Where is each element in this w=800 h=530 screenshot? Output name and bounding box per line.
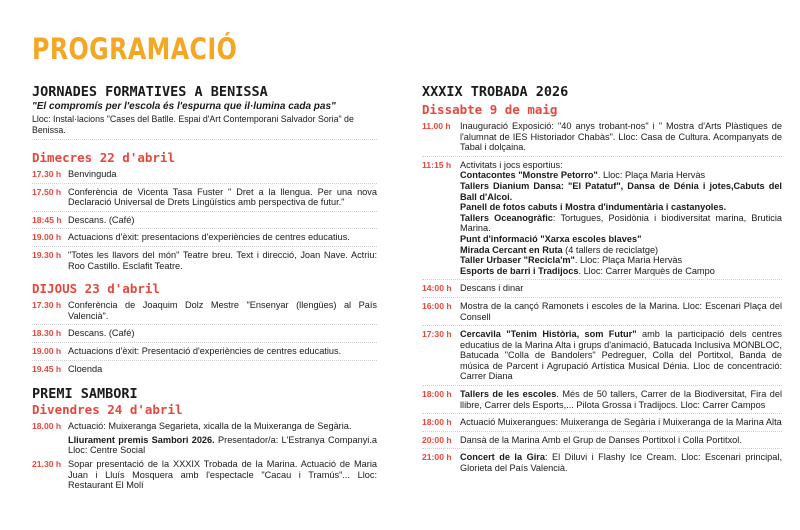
event-row xyxy=(422,301,782,322)
event-row xyxy=(422,121,782,153)
event-time: 18.30 h xyxy=(32,328,62,339)
event-bold: Concert de la Gira xyxy=(460,452,545,463)
day1-events xyxy=(32,169,377,271)
event-desc: . Lloc: Plaça Maria Hervàs xyxy=(574,255,683,266)
event-desc: . Lloc: Carrer Marquès de Campo xyxy=(578,265,715,276)
event-row xyxy=(422,329,782,382)
left-column xyxy=(32,84,377,491)
event-text xyxy=(68,459,377,491)
event-desc: Sopar presentació de la XXXIX Trobada de la Marina. Actuació de Maria Juan i Lluís Mosquera amb l'espectacle "Cacau i Tramús"... Lloc: Restaurant El Molí xyxy=(68,458,377,491)
event-text xyxy=(68,346,377,357)
divider xyxy=(32,183,377,184)
event-time: 18:00 h xyxy=(422,389,452,400)
event-bold: Taller Urbaser "Recicla'm" xyxy=(460,255,575,266)
divider xyxy=(32,324,377,325)
event-desc: Actuació Muixerangues: Muixeranga de Segària i Muixeranga de la Marina Alta xyxy=(460,417,782,428)
event-line xyxy=(460,234,782,245)
divider xyxy=(422,431,782,432)
event-text xyxy=(68,169,377,180)
event-desc: Actuació: Muixeranga Segarieta, xicalla de la Muixeranga de Segària. xyxy=(68,421,352,432)
divider xyxy=(32,360,377,361)
jornades-quote: "El compromís per l'escola és l'espurna que il·lumina cada pas" xyxy=(32,101,336,112)
event-text xyxy=(68,364,377,375)
event-bold: Mirada Cercant en Ruta xyxy=(460,244,563,255)
event-bold: Lliurament premis Sambori 2026. xyxy=(68,434,215,445)
divider xyxy=(32,246,377,247)
event-time: 17.50 h xyxy=(32,186,62,197)
event-bold: Panell de fotos cabuts i Mostra d'indumentària i castanyoles. xyxy=(460,202,727,213)
event-bold: Cercavila "Tenim Història, som Futur" xyxy=(460,329,637,340)
event-text xyxy=(68,187,377,208)
event-row xyxy=(32,346,377,357)
event-row xyxy=(422,417,782,428)
event-desc: : Tortugues, Posidònia i biodiversitat marina, Bruticia Marina. xyxy=(460,212,782,234)
event-text xyxy=(460,452,782,473)
day-heading-dimecres: Dimecres 22 d'abril xyxy=(32,150,175,165)
divider xyxy=(422,325,782,326)
event-text xyxy=(68,435,377,456)
divider xyxy=(422,385,782,386)
event-line xyxy=(460,213,782,234)
event-line xyxy=(460,255,782,266)
event-text xyxy=(460,417,782,428)
day-heading-dijous: DIJOUS 23 d'abril xyxy=(32,281,160,297)
right-column xyxy=(422,84,782,474)
event-row xyxy=(32,169,377,180)
event-time: 19.30 h xyxy=(32,249,62,260)
event-text xyxy=(68,232,377,243)
event-row xyxy=(32,300,377,321)
event-row xyxy=(422,452,782,473)
event-row xyxy=(32,232,377,243)
sambori-title: PREMI SAMBORI xyxy=(32,386,138,403)
event-desc: amb la participació dels centres educatius de la Marina Alta i grups d'animació, Batucada Inclusiva MONBLOC, Batucada "Colla de Bandolers" Pedreguer, Colla del Portitxol, Banda de música de Parcent i Agrupació Artística Musical Dénia. Lloc de concentració: Carrer Diana xyxy=(460,329,782,382)
event-desc: Descans. (Café) xyxy=(68,328,135,339)
event-text xyxy=(460,160,782,277)
event-time: 11:15 h xyxy=(422,159,452,170)
event-row xyxy=(422,283,782,294)
event-text xyxy=(460,435,782,446)
event-desc: . Més de 50 tallers, Carrer de la Biodiversitat, Fira del llibre, Carrer dels Esports,... Pilota Grossa i Tradijocs. Lloc: Carrer Campos xyxy=(460,389,782,410)
event-time xyxy=(32,435,68,456)
trobada-title: XXXIX TROBADA 2026 xyxy=(422,84,569,100)
divider xyxy=(32,228,377,229)
divider xyxy=(32,211,377,212)
event-text xyxy=(68,215,377,226)
day2-events xyxy=(32,300,377,374)
event-desc: Conferència de Vicenta Tasa Fuster " Dret a la llengua. Per una nova Declaració Universal de Drets Lingüístics amb perspectiva de futur." xyxy=(68,186,377,208)
day-heading-dissabte: Dissabte 9 de maig xyxy=(422,102,558,117)
event-time: 20:00 h xyxy=(422,434,452,445)
event-desc: Inauguració Exposició: "40 anys trobant-nos" i " Mostra d'Arts Plàstiques de l'alumnat de IES Historiador Chabàs". Lloc: Casa de Cultura. Acompanyats de Tabal i dolçaina. xyxy=(460,121,782,153)
event-desc: . Lloc: Plaça Maria Hervàs xyxy=(597,170,706,181)
right-events xyxy=(422,121,782,474)
event-time: 11.00 h xyxy=(422,121,451,131)
event-desc: Mostra de la cançó Ramonets i escoles de la Marina. Lloc: Escenari Plaça del Consell xyxy=(460,300,782,322)
event-desc: Activitats i jocs esportius: xyxy=(460,159,563,170)
event-bold: Punt d'informació "Xarxa escoles blaves" xyxy=(460,233,642,244)
divider xyxy=(32,342,377,343)
page-title: PROGRAMACIÓ xyxy=(32,32,238,66)
day3-events xyxy=(32,421,377,491)
event-bold: Tallers Dianium Dansa: "El Patatuf", Dansa de Dénia i jotes,Cabuts del Ball d'Alcoi. xyxy=(460,180,782,202)
event-row xyxy=(32,435,377,456)
jornades-title: JORNADES FORMATIVES A BENISSA xyxy=(32,84,268,100)
day-heading-divendres: Divendres 24 d'abril xyxy=(32,402,183,418)
event-text xyxy=(68,328,377,339)
event-bold: Esports de barri i Tradijocs xyxy=(460,265,579,276)
event-time: 19.00 h xyxy=(32,345,62,356)
event-text xyxy=(68,421,377,432)
event-row xyxy=(32,187,377,208)
divider xyxy=(422,156,782,157)
event-row xyxy=(32,328,377,339)
event-bold: Contacontes "Monstre Petorro" xyxy=(460,170,598,181)
event-time: 14:00 h xyxy=(422,283,452,294)
event-text xyxy=(460,329,782,382)
divider xyxy=(422,279,782,280)
event-text xyxy=(460,121,782,153)
event-desc: Cloenda xyxy=(68,363,103,374)
divider xyxy=(422,297,782,298)
jornades-place: Lloc: Instal·lacions "Cases del Batlle. Espai d'Art Contemporani Salvador Soria" de Benissa. xyxy=(32,114,354,135)
event-row xyxy=(422,389,782,410)
event-text xyxy=(460,283,782,294)
event-line xyxy=(460,170,782,181)
event-line xyxy=(460,160,782,171)
event-row xyxy=(32,421,377,432)
event-time: 21.30 h xyxy=(32,458,62,469)
event-time: 19.45 h xyxy=(32,363,62,374)
event-row xyxy=(422,435,782,446)
event-line xyxy=(460,266,782,277)
event-line xyxy=(460,202,782,213)
event-desc: (4 tallers de reciclatge) xyxy=(562,244,659,255)
event-text xyxy=(68,300,377,321)
event-row xyxy=(32,459,377,491)
event-time: 16:00 h xyxy=(422,300,452,311)
event-time: 17.30 h xyxy=(32,300,62,311)
event-line xyxy=(460,181,782,202)
event-time: 21:00 h xyxy=(422,452,452,463)
event-line xyxy=(460,245,782,256)
event-bold: Tallers Oceanogràfic xyxy=(460,212,553,223)
event-desc: Conferència de Joaquim Dolz Mestre "Ensenyar (llengües) al País Valencià". xyxy=(68,300,377,321)
divider xyxy=(422,448,782,449)
event-desc: : El Diluvi i Flashy Ice Cream. Lloc: Escenari principal, Glorieta del País Valencià. xyxy=(460,452,782,474)
event-time: 18.00 h xyxy=(32,421,62,432)
event-bold: Tallers de les escoles xyxy=(460,389,557,400)
event-text xyxy=(460,301,782,322)
event-row xyxy=(422,160,782,277)
event-row xyxy=(32,250,377,271)
event-desc: Dansà de la Marina Amb el Grup de Danses Portitxol i Colla Portitxol. xyxy=(460,434,742,445)
event-desc: "Totes les llavors del món" Teatre breu. Text i direcció, Joan Nave. Actriu: Roo Castillo. Esclafit Teatre. xyxy=(68,249,377,271)
event-desc: Actuacions d'èxit: Presentació d'experiències de centres educatius. xyxy=(68,345,342,356)
event-row xyxy=(32,215,377,226)
event-time: 17.30 h xyxy=(32,169,62,179)
event-time: 17:30 h xyxy=(422,329,452,340)
event-desc: Descans i dinar xyxy=(460,283,524,294)
event-time: 18:45 h xyxy=(32,214,62,225)
event-desc: Benvinguda xyxy=(68,169,117,179)
divider xyxy=(32,139,377,140)
event-desc: Descans. (Café) xyxy=(68,214,135,225)
event-desc: Presentador/a: L'Estranya Companyi.a Lloc: Centre Social xyxy=(68,434,377,456)
event-text xyxy=(68,250,377,271)
event-time: 18:00 h xyxy=(422,417,452,428)
event-text xyxy=(460,389,782,410)
event-time: 19.00 h xyxy=(32,232,62,243)
event-desc: Actuacions d'èxit: presentacions d'experiències de centres educatius. xyxy=(68,232,350,243)
event-row xyxy=(32,364,377,375)
divider xyxy=(422,413,782,414)
